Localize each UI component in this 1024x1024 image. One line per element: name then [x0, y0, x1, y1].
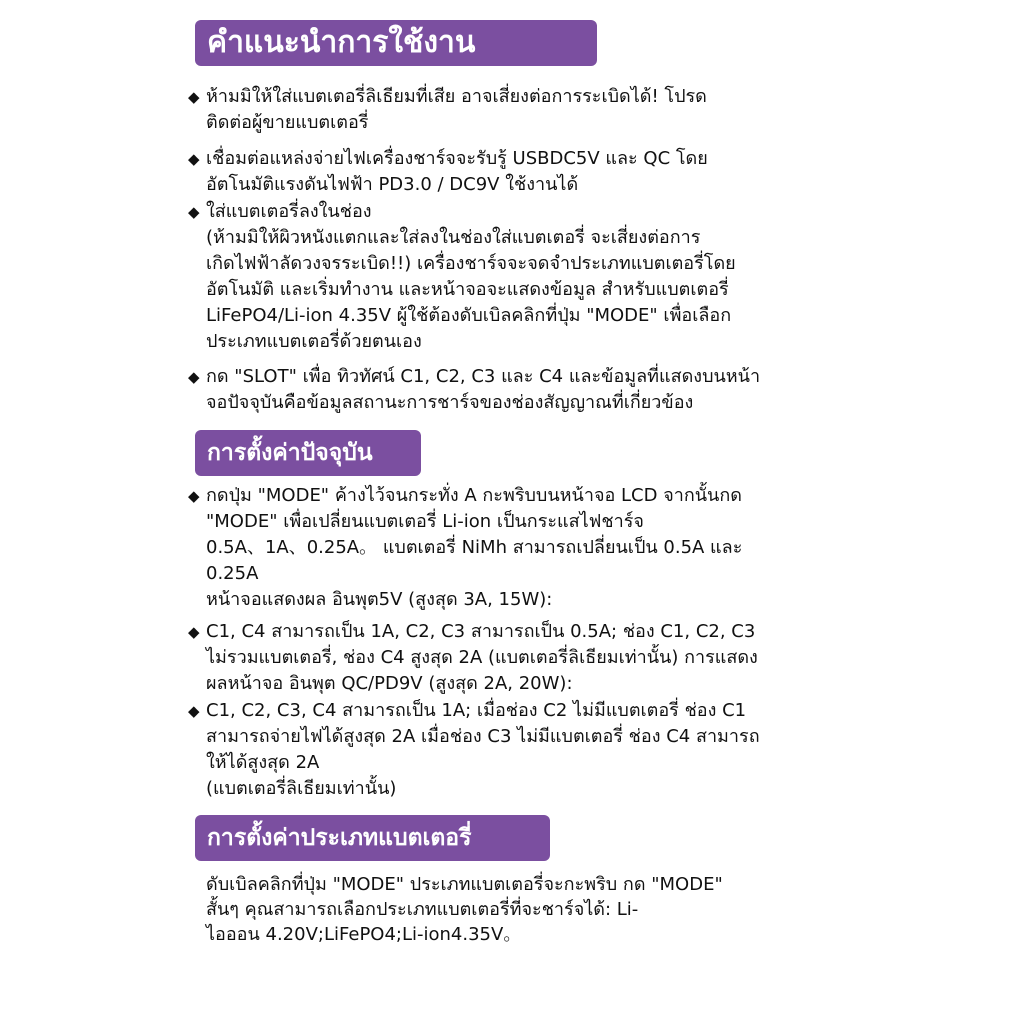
settings-3-line-3: ให้ได้สูงสุด 2A [206, 752, 320, 773]
instruction-3-line-4: อัตโนมัติ และเริ่มทำงาน และหน้าจอจะแสดงข้อมูล สำหรับแบตเตอรี่ [206, 279, 729, 300]
instruction-item-1 [188, 84, 868, 136]
instruction-item-2 [188, 146, 868, 198]
instruction-1-line-2: ติดต่อผู้ขายแบตเตอรี่ [206, 112, 369, 133]
instruction-3-line-6: ประเภทแบตเตอรี่ด้วยตนเอง [206, 331, 422, 352]
settings-1-line-3: 0.5A、1A、0.25A。 แบตเตอรี่ NiMh สามารถเปลี่ยนเป็น 0.5A และ [206, 537, 743, 558]
settings-3-line-4: (แบตเตอรี่ลิเธียมเท่านั้น) [206, 778, 397, 799]
instruction-2-line-1: เชื่อมต่อแหล่งจ่ายไฟเครื่องชาร์จจะรับรู้ USBDC5V และ QC โดย [206, 148, 708, 169]
current-settings-heading: การตั้งค่าปัจจุบัน [195, 430, 421, 476]
instruction-1-line-1: ห้ามมิให้ใส่แบตเตอรี่ลิเธียมที่เสีย อาจเสี่ยงต่อการระเบิดได้! โปรด [206, 86, 707, 107]
instruction-item-3 [188, 199, 868, 355]
settings-3-line-2: สามารถจ่ายไฟได้สูงสุด 2A เมื่อช่อง C3 ไม่มีแบตเตอรี่ ช่อง C4 สามารถ [206, 726, 760, 747]
instruction-3-line-1: ใส่แบตเตอรี่ลงในช่อง [206, 201, 372, 222]
diamond-bullet-icon: ◆ [188, 150, 200, 168]
diamond-bullet-icon: ◆ [188, 487, 200, 505]
battery-type-line-2: สั้นๆ คุณสามารถเลือกประเภทแบตเตอรี่ที่จะชาร์จได้: Li- [206, 899, 639, 920]
battery-type-line-3: ไอออน 4.20V;LiFePO4;Li-ion4.35V。 [206, 924, 522, 945]
settings-3-line-1: C1, C2, C3, C4 สามารถเป็น 1A; เมื่อช่อง C2 ไม่มีแบตเตอรี่ ช่อง C1 [206, 700, 747, 721]
diamond-bullet-icon: ◆ [188, 368, 200, 386]
instruction-3-line-5: LiFePO4/Li-ion 4.35V ผู้ใช้ต้องดับเบิลคลิกที่ปุ่ม "MODE" เพื่อเลือก [206, 305, 732, 326]
settings-1-line-2: "MODE" เพื่อเปลี่ยนแบตเตอรี่ Li-ion เป็นกระแสไฟชาร์จ [206, 511, 644, 532]
settings-2-line-2: ไม่รวมแบตเตอรี่, ช่อง C4 สูงสุด 2A (แบตเตอรี่ลิเธียมเท่านั้น) การแสดง [206, 647, 758, 668]
battery-type-text [206, 872, 866, 947]
settings-item-1 [188, 483, 868, 613]
instruction-item-4 [188, 364, 868, 416]
diamond-bullet-icon: ◆ [188, 702, 200, 720]
instruction-2-line-2: อัตโนมัติแรงดันไฟฟ้า PD3.0 / DC9V ใช้งานได้ [206, 174, 579, 195]
settings-1-line-4: 0.25A [206, 563, 259, 584]
settings-2-line-3: ผลหน้าจอ อินพุต QC/PD9V (สูงสุด 2A, 20W): [206, 673, 573, 694]
instructions-heading: คำแนะนำการใช้งาน [195, 20, 597, 66]
settings-1-line-5: หน้าจอแสดงผล อินพุต5V (สูงสุด 3A, 15W): [206, 589, 553, 610]
instruction-4-line-1: กด "SLOT" เพื่อ ทิวทัศน์ C1, C2, C3 และ C4 และข้อมูลที่แสดงบนหน้า [206, 366, 761, 387]
battery-type-line-1: ดับเบิลคลิกที่ปุ่ม "MODE" ประเภทแบตเตอรี่จะกะพริบ กด "MODE" [206, 874, 723, 895]
settings-item-2 [188, 619, 868, 697]
instruction-4-line-2: จอปัจจุบันคือข้อมูลสถานะการชาร์จของช่องสัญญาณที่เกี่ยวข้อง [206, 392, 694, 413]
settings-2-line-1: C1, C4 สามารถเป็น 1A, C2, C3 สามารถเป็น 0.5A; ช่อง C1, C2, C3 [206, 621, 756, 642]
settings-item-3 [188, 698, 868, 802]
diamond-bullet-icon: ◆ [188, 88, 200, 106]
battery-type-heading: การตั้งค่าประเภทแบตเตอรี่ [195, 815, 550, 861]
diamond-bullet-icon: ◆ [188, 623, 200, 641]
settings-1-line-1: กดปุ่ม "MODE" ค้างไว้จนกระทั่ง A กะพริบบนหน้าจอ LCD จากนั้นกด [206, 485, 742, 506]
instruction-3-line-3: เกิดไฟฟ้าลัดวงจรระเบิด!!) เครื่องชาร์จจะจดจำประเภทแบตเตอรี่โดย [206, 253, 736, 274]
instruction-3-line-2: (ห้ามมิให้ผิวหนังแตกและใส่ลงในช่องใส่แบตเตอรี่ จะเสี่ยงต่อการ [206, 227, 701, 248]
diamond-bullet-icon: ◆ [188, 203, 200, 221]
